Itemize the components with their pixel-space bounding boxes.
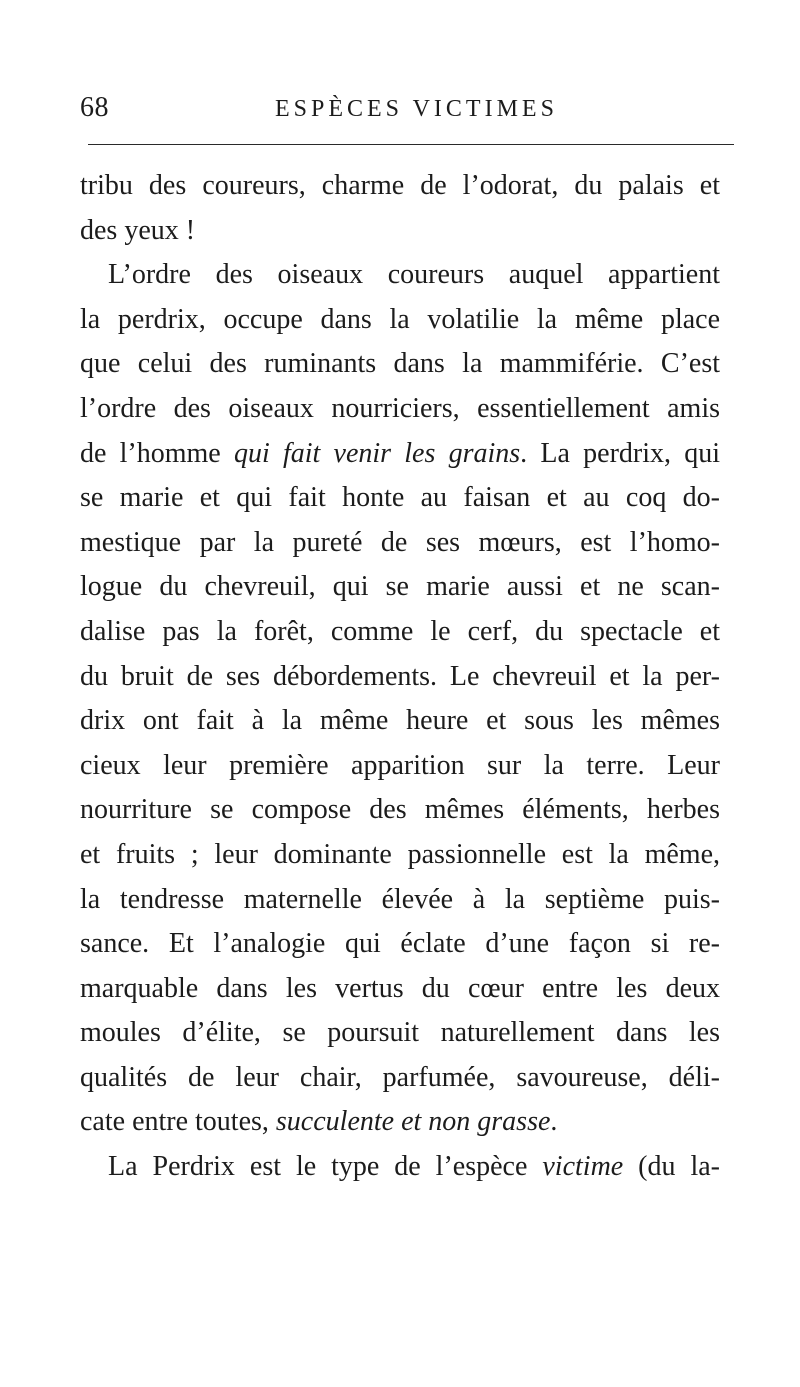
italic-phrase: succulente et non grasse xyxy=(275,1106,551,1138)
text-line: tribu des coureurs, charme de l’odorat, du palais et xyxy=(80,170,720,201)
text-segment: La Perdrix est le type de l’espèce xyxy=(108,1151,543,1183)
body-text xyxy=(80,164,720,1190)
book-page xyxy=(80,80,740,1183)
text-line: marquable dans les vertus du cœur entre les deux xyxy=(80,972,720,1004)
italic-phrase: victime xyxy=(542,1151,624,1183)
text-line: et fruits ; leur dominante passionnelle est la même, xyxy=(80,838,720,870)
text-line: nourriture se compose des mêmes éléments, herbes xyxy=(80,794,720,826)
text-line: la perdrix, occupe dans la volatilie la même place xyxy=(80,303,720,335)
text-line: cieux leur première apparition sur la terre. Leur xyxy=(80,749,720,781)
text-line: qualités de leur chair, parfumée, savoureuse, déli- xyxy=(80,1061,720,1093)
text-segment: cate entre toutes, xyxy=(80,1106,276,1138)
text-segment: . xyxy=(550,1106,558,1138)
italic-phrase: qui fait venir les grains xyxy=(233,437,521,469)
text-line: du bruit de ses débordements. Le chevreuil et la per- xyxy=(80,660,720,692)
text-line: logue du chevreuil, qui se marie aussi et ne scan- xyxy=(80,571,720,603)
text-line: L’ordre des oiseaux coureurs auquel appartient xyxy=(108,259,720,291)
page-number: 68 xyxy=(80,92,109,123)
text-segment: de l’homme xyxy=(80,437,234,469)
page-header xyxy=(80,80,740,124)
text-line: drix ont fait à la même heure et sous les mêmes xyxy=(80,705,720,737)
running-title: ESPÈCES VICTIMES xyxy=(275,96,558,122)
text-line: moules d’élite, se poursuit naturellement dans les xyxy=(80,1017,720,1049)
text-line: sance. Et l’analogie qui éclate d’une façon si re- xyxy=(80,928,720,960)
text-line: des yeux ! xyxy=(80,214,196,246)
text-line-with-italic xyxy=(80,432,720,477)
text-segment: . La perdrix, qui xyxy=(520,437,720,469)
text-line: l’ordre des oiseaux nourriciers, essentiellement amis xyxy=(80,392,720,424)
text-line-with-italic xyxy=(80,1100,720,1145)
text-line: que celui des ruminants dans la mammiférie. C’est xyxy=(80,348,720,380)
text-line: mestique par la pureté de ses mœurs, est l’homo- xyxy=(80,526,720,558)
text-segment: (du la- xyxy=(623,1151,721,1183)
text-line: dalise pas la forêt, comme le cerf, du spectacle et xyxy=(80,615,720,647)
text-line-with-italic xyxy=(80,1145,720,1190)
text-line: se marie et qui fait honte au faisan et au coq do- xyxy=(80,482,720,514)
text-line: la tendresse maternelle élevée à la septième puis- xyxy=(80,883,720,915)
header-rule xyxy=(88,144,734,145)
